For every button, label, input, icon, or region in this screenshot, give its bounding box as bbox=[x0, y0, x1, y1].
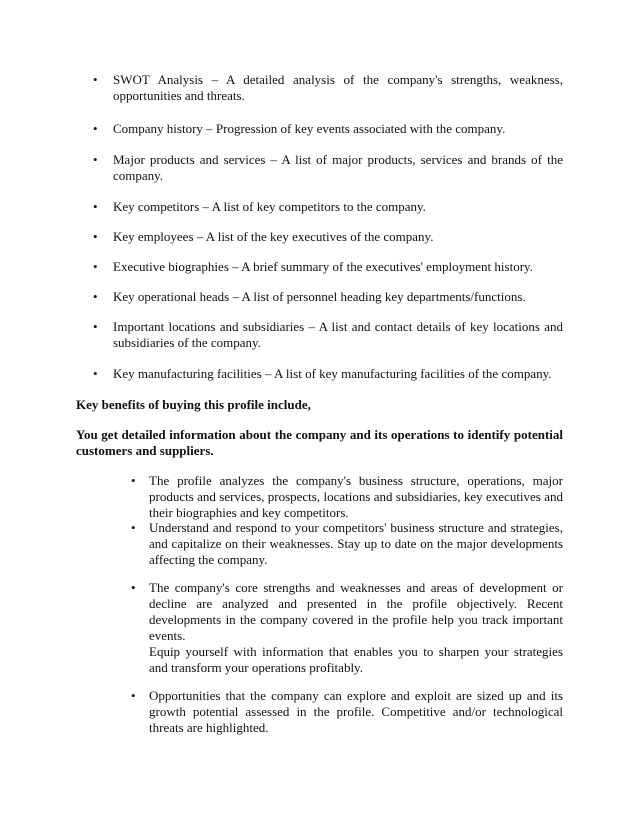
bullet-icon: • bbox=[131, 580, 136, 595]
bullet-icon: • bbox=[93, 152, 98, 167]
bullet-icon: • bbox=[93, 289, 98, 304]
list-item: • Major products and services – A list of major products, services and brands of the company. bbox=[93, 152, 563, 183]
list-item: • Key operational heads – A list of personnel heading key departments/functions. bbox=[93, 289, 526, 304]
bullet-icon: • bbox=[93, 199, 98, 214]
list-item: • Key employees – A list of the key executives of the company. bbox=[93, 229, 434, 244]
list-item: • Key manufacturing facilities – A list of key manufacturing facilities of the company. bbox=[93, 366, 552, 381]
benefits-heading: Key benefits of buying this profile include, bbox=[76, 397, 311, 412]
list-item: • SWOT Analysis – A detailed analysis of the company's strengths, weakness, opportunities and threats. bbox=[93, 72, 563, 103]
bullet-icon: • bbox=[131, 688, 136, 703]
list-item: • The profile analyzes the company's business structure, operations, major products and services, prospects, locations and subsidiaries, key executives and their biographies and key competitors. bbox=[131, 473, 563, 520]
list-item: • Important locations and subsidiaries – A list and contact details of key locations and subsidiaries of the company. bbox=[93, 319, 563, 350]
list-item: • The company's core strengths and weaknesses and areas of development or decline are analyzed and presented in the profile objectively. Recent developments in the company covered in the profile help you track important events. Equip yourself with information that enables you to sharpen your strategies and transform your operations profitably. bbox=[131, 580, 563, 675]
bullet-icon: • bbox=[93, 229, 98, 244]
list-item: • Key competitors – A list of key competitors to the company. bbox=[93, 199, 426, 214]
bullet-icon: • bbox=[93, 319, 98, 334]
bullet-icon: • bbox=[93, 72, 98, 87]
list-item: • Understand and respond to your competitors' business structure and strategies, and capitalize on their weaknesses. Stay up to date on the major developments affecting the company. bbox=[131, 520, 563, 567]
list-item: • Company history – Progression of key events associated with the company. bbox=[93, 121, 506, 136]
list-item: • Opportunities that the company can explore and exploit are sized up and its growth potential assessed in the profile. Competitive and/or technological threats are highlighted. bbox=[131, 688, 563, 735]
bullet-icon: • bbox=[93, 366, 98, 381]
bullet-icon: • bbox=[131, 520, 136, 535]
bullet-icon: • bbox=[93, 121, 98, 136]
bullet-icon: • bbox=[93, 259, 98, 274]
bullet-icon: • bbox=[131, 473, 136, 488]
benefits-subheading: You get detailed information about the company and its operations to identify potential customers and suppliers. bbox=[76, 427, 563, 458]
list-item: • Executive biographies – A brief summary of the executives' employment history. bbox=[93, 259, 533, 274]
